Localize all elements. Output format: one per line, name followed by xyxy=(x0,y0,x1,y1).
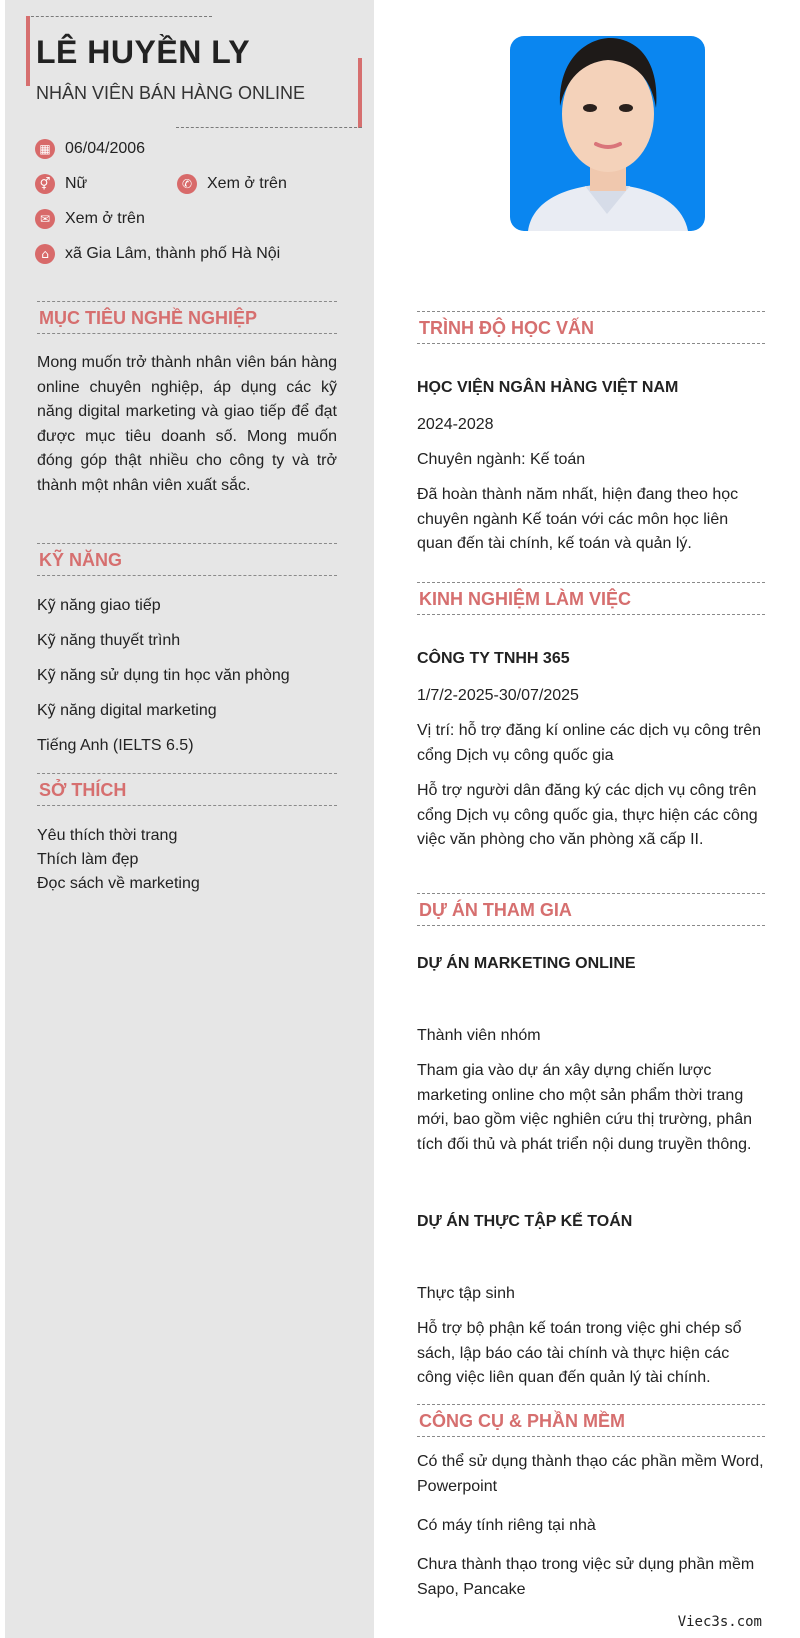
education-description: Đã hoàn thành năm nhất, hiện đang theo học chuyên ngành Kế toán với các môn học liên quan đến tài chính, kế toán và quản lý. xyxy=(417,486,739,552)
skill-item: Tiếng Anh (IELTS 6.5) xyxy=(37,737,194,754)
project-role: Thành viên nhóm xyxy=(417,1027,541,1044)
section-title: DỰ ÁN THAM GIA xyxy=(419,900,572,920)
divider xyxy=(176,127,362,128)
gender-value: Nữ xyxy=(65,175,88,192)
accent-bar xyxy=(358,58,362,128)
phone-icon: ✆ xyxy=(177,174,197,194)
dob-row xyxy=(35,139,145,159)
objective-heading xyxy=(37,301,337,334)
accent-bar xyxy=(26,16,30,86)
divider xyxy=(26,16,212,17)
hobby-item: Thích làm đẹp xyxy=(37,851,139,868)
hobby-item: Đọc sách về marketing xyxy=(37,875,200,892)
section-title: CÔNG CỤ & PHẦN MỀM xyxy=(419,1411,625,1431)
tool-item: Chưa thành thạo trong việc sử dụng phần mềm Sapo, Pancake xyxy=(417,1556,755,1598)
hobbies-heading xyxy=(37,773,337,806)
name-block xyxy=(26,16,362,128)
tool-item: Có thể sử dụng thành thạo các phần mềm Word, Powerpoint xyxy=(417,1453,764,1495)
skill-item: Kỹ năng giao tiếp xyxy=(37,597,161,614)
portrait-illustration xyxy=(510,36,705,231)
company-name: CÔNG TY TNHH 365 xyxy=(417,650,570,667)
skills-heading xyxy=(37,543,337,576)
tool-item: Có máy tính riêng tại nhà xyxy=(417,1517,596,1534)
section-title: KỸ NĂNG xyxy=(39,550,123,570)
job-title: NHÂN VIÊN BÁN HÀNG ONLINE xyxy=(36,83,306,103)
section-title: TRÌNH ĐỘ HỌC VẤN xyxy=(419,318,594,338)
skill-item: Kỹ năng thuyết trình xyxy=(37,632,181,649)
phone-row xyxy=(177,174,287,194)
section-title: MỤC TIÊU NGHỀ NGHIỆP xyxy=(39,308,258,328)
project-name: DỰ ÁN MARKETING ONLINE xyxy=(417,955,636,972)
projects-heading xyxy=(417,893,765,926)
education-years: 2024-2028 xyxy=(417,416,494,433)
address-value: xã Gia Lâm, thành phố Hà Nội xyxy=(65,245,281,262)
home-icon: ⌂ xyxy=(35,244,55,264)
profile-photo xyxy=(510,36,705,231)
education-major: Chuyên ngành: Kế toán xyxy=(417,451,586,468)
email-icon: ✉ xyxy=(35,209,55,229)
experience-heading xyxy=(417,582,765,615)
school-name: HỌC VIỆN NGÂN HÀNG VIỆT NAM xyxy=(417,379,679,396)
section-title: KINH NGHIỆM LÀM VIỆC xyxy=(419,589,632,609)
dob-value: 06/04/2006 xyxy=(65,140,146,157)
gender-icon: ⚥ xyxy=(35,174,55,194)
phone-value: Xem ở trên xyxy=(207,175,287,192)
experience-description: Hỗ trợ người dân đăng ký các dịch vụ công trên cổng Dịch vụ công quốc gia, thực hiện các công việc văn phòng cho văn phòng xã cấp II. xyxy=(417,782,758,848)
tools-heading xyxy=(417,1404,765,1437)
full-name: LÊ HUYỀN LY xyxy=(36,34,251,70)
project-role: Thực tập sinh xyxy=(417,1285,515,1302)
gender-row xyxy=(35,174,87,194)
email-row xyxy=(35,209,145,229)
project-name: DỰ ÁN THỰC TẬP KẾ TOÁN xyxy=(417,1213,633,1230)
skill-item: Kỹ năng sử dụng tin học văn phòng xyxy=(37,667,290,684)
project-description: Hỗ trợ bộ phận kế toán trong việc ghi chép sổ sách, lập báo cáo tài chính và thực hiện các công việc liên quan đến quản lý tài chính. xyxy=(417,1320,742,1386)
footer-brand: Viec3s.com xyxy=(677,1614,762,1630)
education-heading xyxy=(417,311,765,344)
section-title: SỞ THÍCH xyxy=(39,780,127,800)
calendar-icon: ▦ xyxy=(35,139,55,159)
objective-text: Mong muốn trở thành nhân viên bán hàng online chuyên nghiệp, áp dụng các kỹ năng digital marketing và giao tiếp để đạt được mục tiêu doanh số. Mong muốn đóng góp thật nhiều cho công ty và trở thành một nhân viên xuất sắc. xyxy=(37,354,337,494)
address-row xyxy=(35,244,280,264)
experience-period: 1/7/2-2025-30/07/2025 xyxy=(417,687,579,704)
email-value: Xem ở trên xyxy=(65,210,145,227)
experience-position: Vị trí: hỗ trợ đăng kí online các dịch vụ công trên cổng Dịch vụ công quốc gia xyxy=(417,722,762,764)
project-description: Tham gia vào dự án xây dựng chiến lược marketing online cho một sản phẩm thời trang mới, bao gồm việc nghiên cứu thị trường, phân tích đối thủ và phát triển nội dung truyền thông. xyxy=(417,1062,753,1153)
hobby-item: Yêu thích thời trang xyxy=(37,827,178,844)
skill-item: Kỹ năng digital marketing xyxy=(37,702,217,719)
